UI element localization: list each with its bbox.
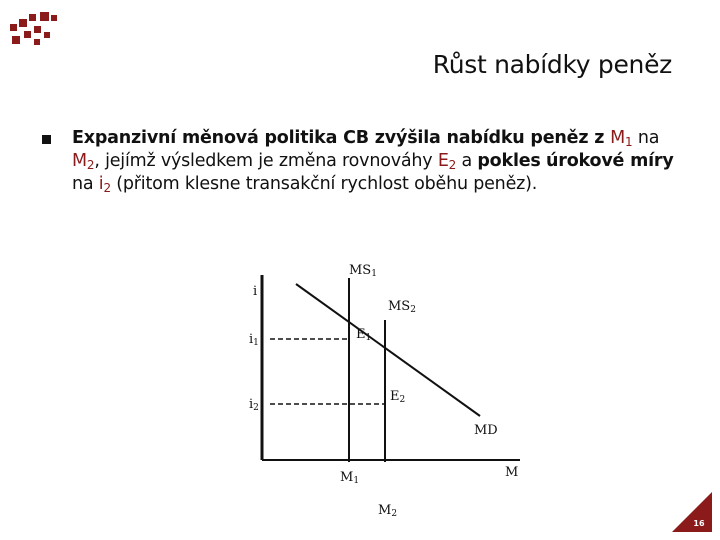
bullet-text-6: na xyxy=(72,174,99,194)
bullet-urokove-miry: úrokové míry xyxy=(546,151,674,171)
m2-label: M2 xyxy=(378,503,398,519)
bullet-text-1: Expanzivní měnová politika CB zvýšila nabídku peněz z xyxy=(72,128,611,148)
i2-symbol: $i_2$ xyxy=(98,174,111,195)
page-number-badge xyxy=(672,492,712,532)
corner-triangle-icon xyxy=(672,492,712,532)
ms1-label: MS1 xyxy=(349,263,377,279)
bullet-text-7: (přitom klesne transakční rychlost oběhu peněz). xyxy=(110,174,538,194)
e1-label: E1 xyxy=(356,327,372,343)
bullet-pokles: pokles xyxy=(477,151,541,171)
y-axis-label: i xyxy=(253,284,258,299)
ms2-label: MS2 xyxy=(388,299,416,315)
m1-symbol: $M_1$ xyxy=(610,128,633,149)
bullet-text-2: na xyxy=(632,128,660,148)
x-axis-label: M xyxy=(505,465,519,480)
slide-title: Růst nabídky peněz xyxy=(432,50,672,79)
md-label: MD xyxy=(474,423,498,438)
i1-label: i1 xyxy=(249,332,259,348)
bullet-text-3: , jejímž výsledkem je změna rovnováhy xyxy=(94,151,438,171)
e2-label: E2 xyxy=(390,389,406,405)
m2-symbol: $M_2$ xyxy=(72,151,95,172)
bullet-text-4: a xyxy=(456,151,478,171)
e2-symbol: $E_2$ xyxy=(437,151,457,172)
m1-label: M1 xyxy=(340,470,360,486)
page-number: 16 xyxy=(693,519,705,528)
i2-label: i2 xyxy=(249,397,259,413)
